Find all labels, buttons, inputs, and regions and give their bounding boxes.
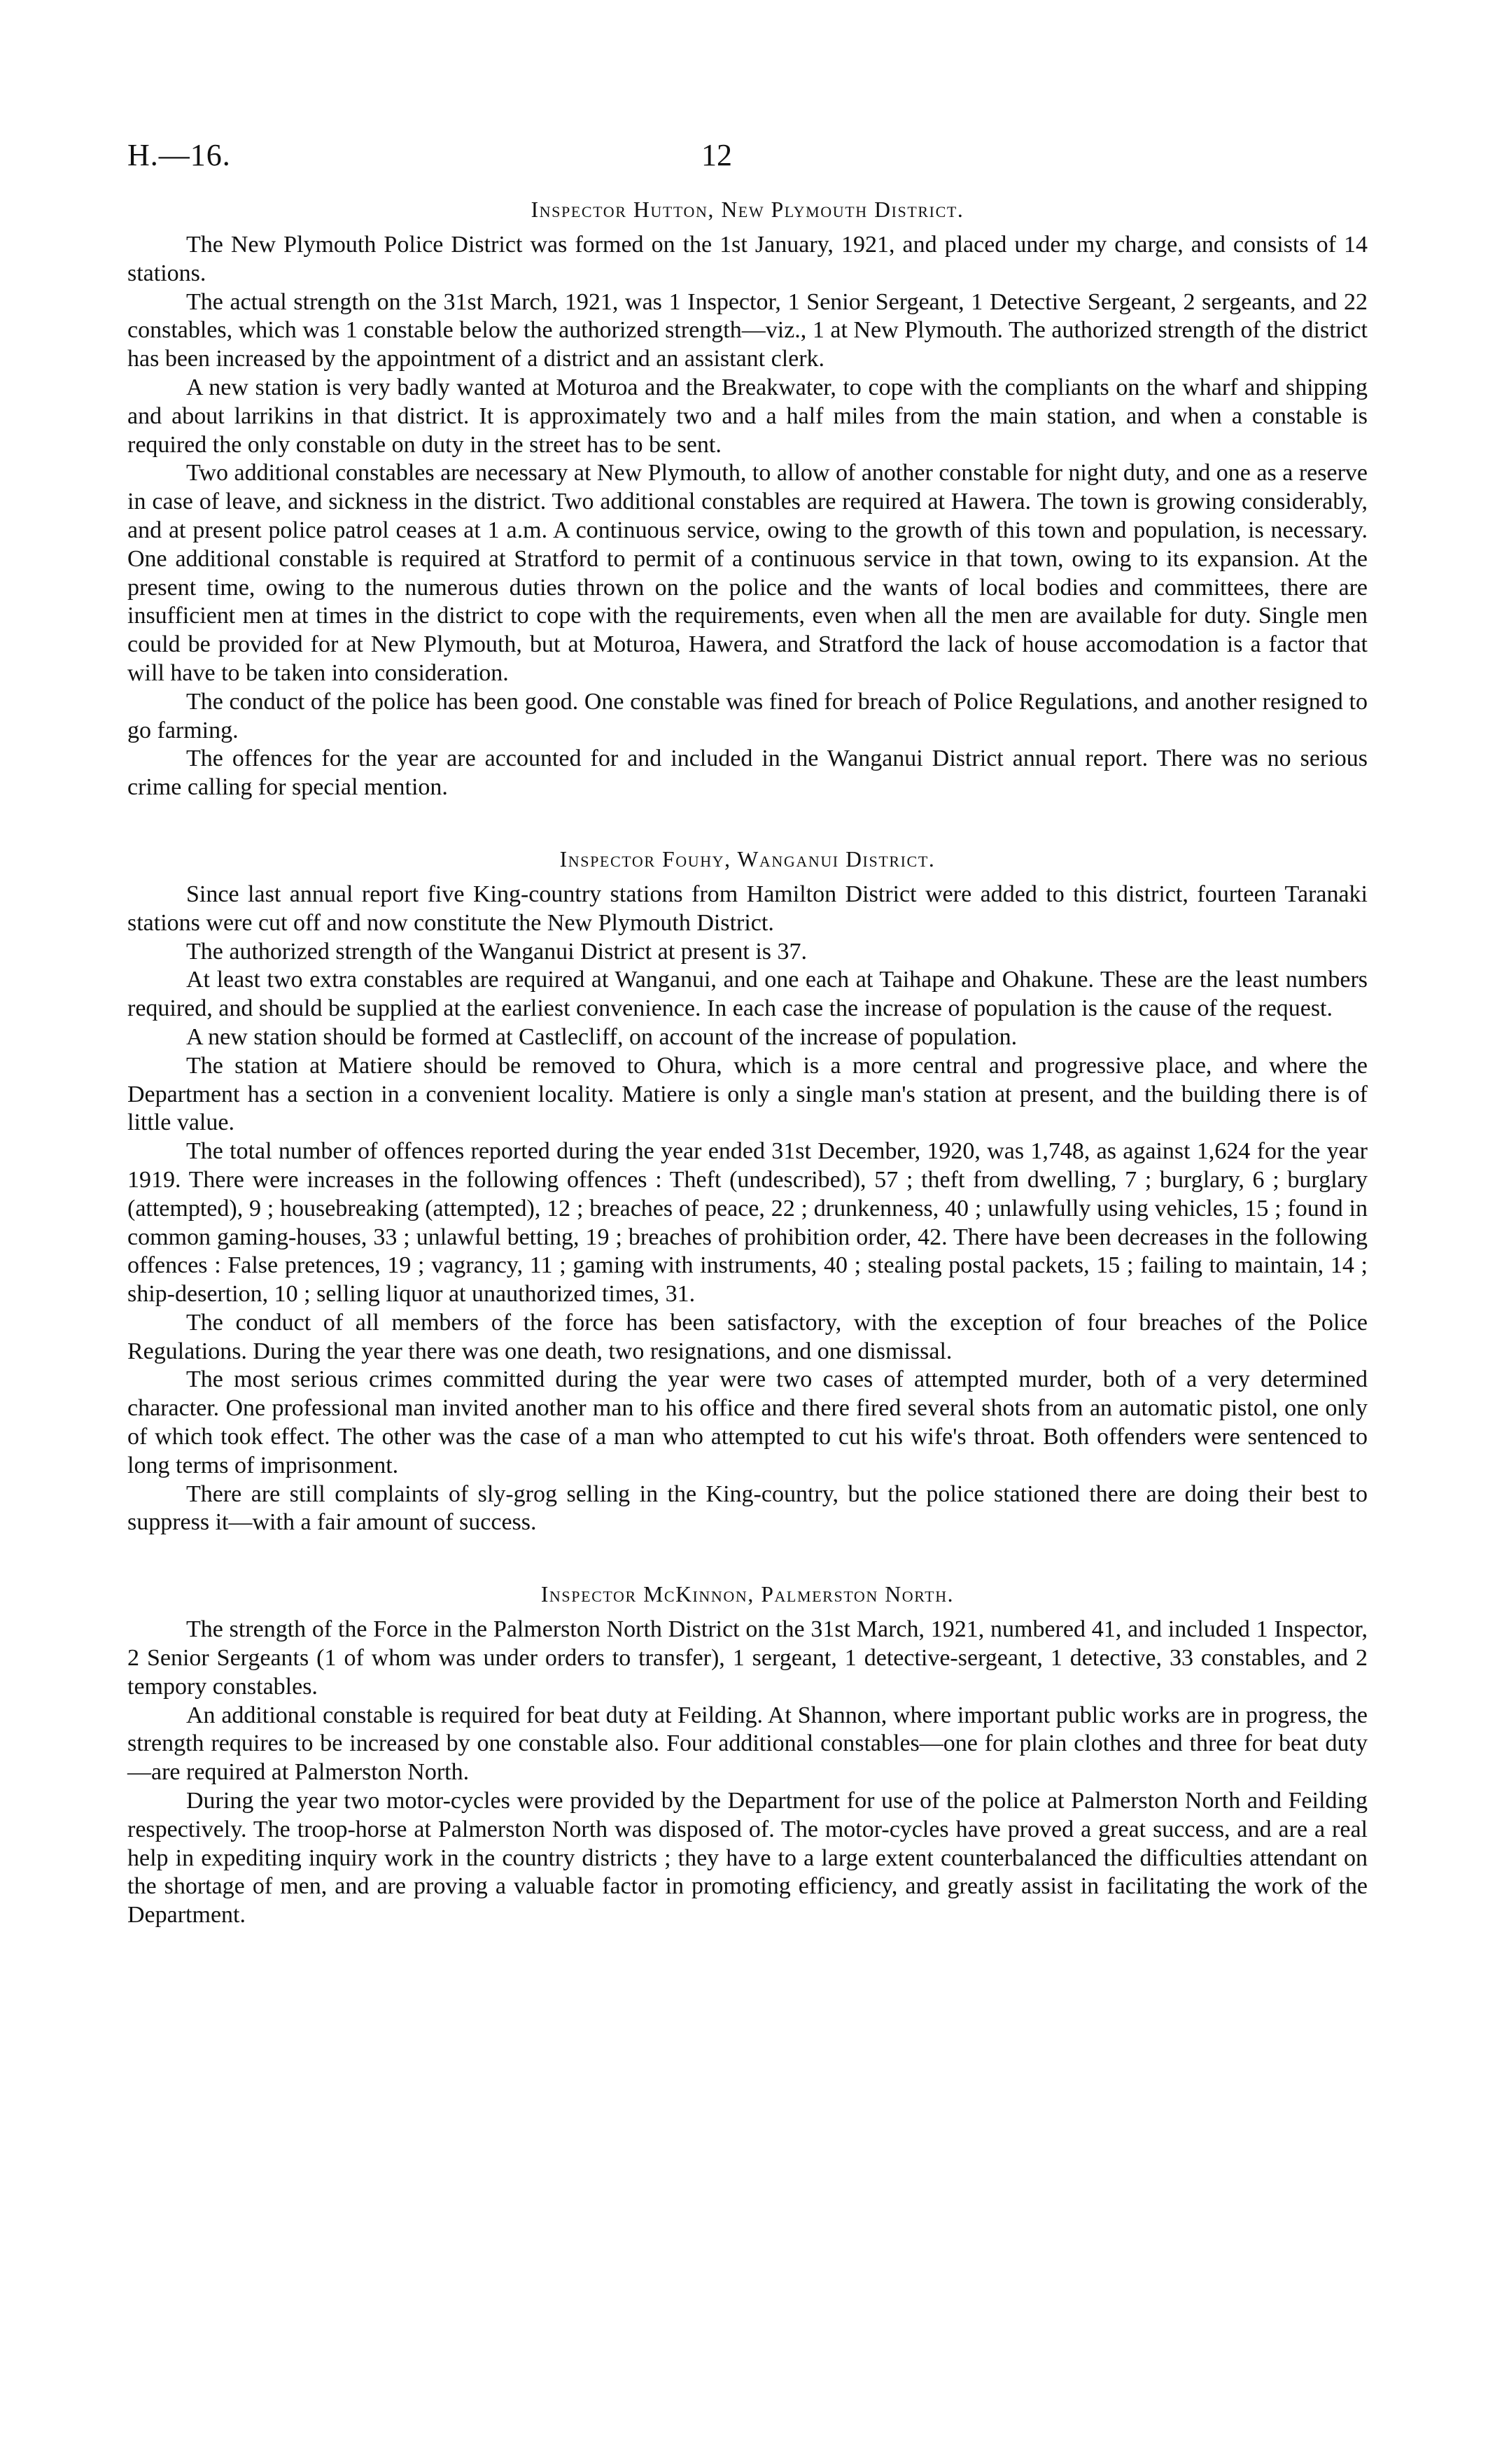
paragraph: The total number of offences reported during the year ended 31st December, 1920, was 1,748, as against 1,624 for the year 1919. There were increases in the following offences : Theft (undescribed), 57 ; theft from dwelling, 7 ; burglary, 6 ; burglary (attempted), 9 ; housebreaking (attempted), 12 ; breaches of peace, 22 ; drunkenness, 40 ; unlawfully using vehicles, 15 ; found in common gaming-houses, 33 ; unlawful betting, 19 ; breaches of prohibition order, 42. There have been decreases in the following offences : False pretences, 19 ; vagrancy, 11 ; gaming with instruments, 40 ; stealing postal packets, 15 ; failing to maintain, 14 ; ship-desertion, 10 ; selling liquor at unauthorized times, 31. — [127, 1138, 1368, 1308]
paragraph: During the year two motor-cycles were provided by the Department for use of the police at Palmerston North and Feilding respectively. The troop-horse at Palmerston North was disposed of. The motor-cycles have proved a great success, and are a real help in expediting inquiry work in the country districts ; they have to a large extent counterbalanced the difficulties attendant on the shortage of men, and are proving a valuable factor in promoting efficiency, and greatly assist in facilitating the work of the Department. — [127, 1788, 1368, 1928]
paragraph: Since last annual report five King-country stations from Hamilton District were added to this district, fourteen Taranaki stations were cut off and now constitute the New Plymouth District. — [127, 881, 1368, 936]
paragraph: Two additional constables are necessary at New Plymouth, to allow of another constable for night duty, and one as a reserve in case of leave, and sickness in the district. Two additional constables are required at Hawera. The town is growing considerably, and at present police patrol ceases at 1 a.m. A continuous service, owing to the growth of this town and population, is necessary. One additional constable is required at Stratford to permit of a continuous service in that town, owing to its expansion. At the present time, owing to the numerous duties thrown on the police and the wants of local bodies and committees, there are insufficient men at times in the district to cope with the requirements, even when all the men are available for duty. Single men could be provided for at New Plymouth, but at Moturoa, Hawera, and Stratford the lack of house accomodation is a factor that will have to be taken into consideration. — [127, 460, 1368, 686]
paragraph: The New Plymouth Police District was formed on the 1st January, 1921, and placed under my charge, and consists of 14 stations. — [127, 232, 1368, 286]
paragraph: The authorized strength of the Wanganui District at present is 37. — [186, 938, 808, 965]
section-title: Inspector Hutton, New Plymouth District. — [531, 197, 964, 222]
document-reference: H.—16. — [127, 138, 231, 172]
section-title: Inspector Fouhy, Wanganui District. — [559, 846, 936, 872]
paragraph: A new station should be formed at Castlecliff, on account of the increase of population. — [186, 1023, 1018, 1050]
page-header — [127, 137, 1368, 179]
section-palmerston-north — [127, 1582, 1368, 1930]
paragraph: The offences for the year are accounted for and included in the Wanganui District annual report. There was no serious crime calling for special mention. — [127, 746, 1368, 801]
page-number: 12 — [701, 138, 732, 172]
paragraph: The station at Matiere should be removed to Ohura, which is a more central and progressive place, and where the Department has a section in a convenient locality. Matiere is only a single man's station at present, and the building there is of little value. — [127, 1052, 1368, 1136]
report-page — [127, 137, 1368, 1930]
section-new-plymouth — [127, 197, 1368, 802]
paragraph: The conduct of all members of the force has been satisfactory, with the exception of four breaches of the Police Regulations. During the year there was one death, two resignations, and one dismissal. — [127, 1309, 1368, 1364]
paragraph: A new station is very badly wanted at Moturoa and the Breakwater, to cope with the compliants on the wharf and shipping and about larrikins in that district. It is approximately two and a half miles from the main station, and when a constable is required the only constable on duty in the street has to be sent. — [127, 374, 1368, 458]
paragraph: At least two extra constables are required at Wanganui, and one each at Taihape and Ohakune. These are the least numbers required, and should be supplied at the earliest convenience. In each case the increase of population is the cause of the request. — [127, 967, 1368, 1022]
section-wanganui — [127, 847, 1368, 1537]
paragraph: The most serious crimes committed during the year were two cases of attempted murder, both of a very determined character. One professional man invited another man to his office and there fired several shots from an automatic pistol, one only of which took effect. The other was the case of a man who attempted to cut his wife's throat. Both offenders were sentenced to long terms of imprisonment. — [127, 1366, 1368, 1478]
paragraph: The actual strength on the 31st March, 1921, was 1 Inspector, 1 Senior Sergeant, 1 Detective Sergeant, 2 sergeants, and 22 constables, which was 1 constable below the authorized strength—viz., 1 at New Plymouth. The authorized strength of the district has been increased by the appointment of a district and an assistant clerk. — [127, 288, 1368, 372]
section-title: Inspector McKinnon, Palmerston North. — [540, 1582, 955, 1607]
paragraph: The strength of the Force in the Palmerston North District on the 31st March, 1921, numbered 41, and included 1 Inspector, 2 Senior Sergeants (1 of whom was under orders to transfer), 1 sergeant, 1 detective-sergeant, 1 detective, 33 constables, and 2 tempory constables. — [127, 1616, 1368, 1700]
paragraph: An additional constable is required for beat duty at Feilding. At Shannon, where important public works are in progress, the strength requires to be increased by one constable also. Four additional constables—one for plain clothes and three for beat duty—are required at Palmerston North. — [127, 1702, 1368, 1786]
paragraph: There are still complaints of sly-grog selling in the King-country, but the police stationed there are doing their best to suppress it—with a fair amount of success. — [127, 1480, 1368, 1536]
paragraph: The conduct of the police has been good. One constable was fined for breach of Police Regulations, and another resigned to go farming. — [127, 688, 1368, 743]
